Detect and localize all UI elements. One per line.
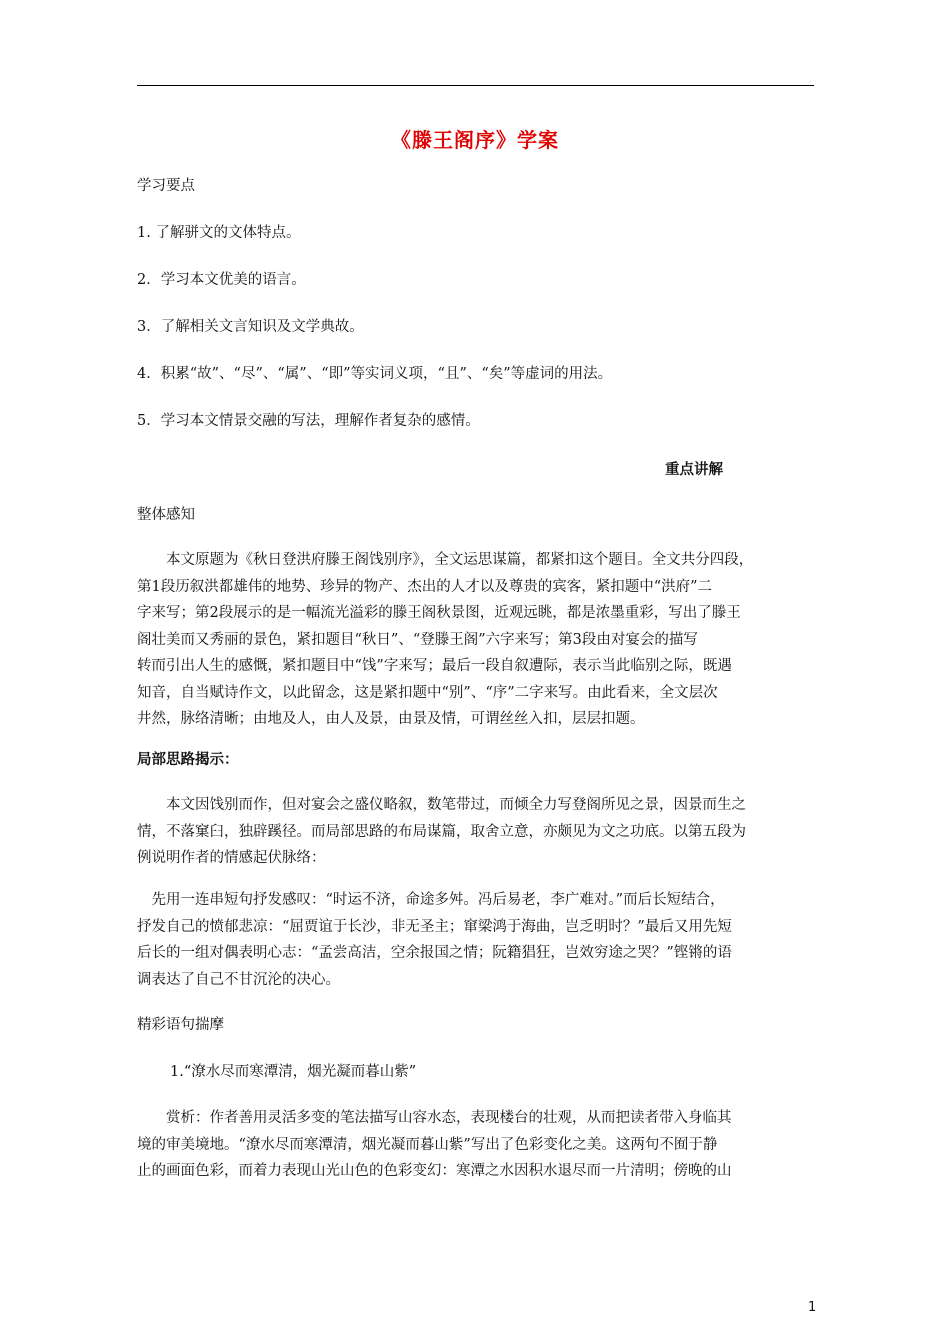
paragraph-line: 抒发自己的愤郁悲凉：“屈贾谊于长沙，非无圣主；窜梁鸿于海曲，岂乏明时？”最后又用先短 <box>137 918 732 935</box>
paragraph-line: 后长的一组对偶表明心志：“孟尝高洁，空余报国之情；阮籍猖狂，岂效穷途之哭？”铿锵的语 <box>137 945 732 961</box>
study-point-item: 3．了解相关文言知识及文学典故。 <box>137 319 364 335</box>
overall-heading: 整体感知 <box>137 507 195 523</box>
document-title: 《滕王阁序》学案 <box>391 128 559 152</box>
paragraph-line: 知音，自当赋诗作文，以此留念，这是紧扣题中“别”、“序”二字来写。由此看来，全文层次 <box>137 684 718 701</box>
paragraph-line: 井然，脉络清晰；由地及人，由人及景，由景及情，可谓丝丝入扣，层层扣题。 <box>137 711 645 727</box>
local-heading: 局部思路揭示： <box>137 752 239 768</box>
study-points-heading: 学习要点 <box>137 178 195 194</box>
overall-paragraph <box>137 547 815 733</box>
paragraph-line: 字来写；第2段展示的是一幅流光溢彩的滕王阁秋景图，近观远眺，都是浓墨重彩，写出了滕王 <box>137 605 741 621</box>
study-point-item: 5．学习本文情景交融的写法，理解作者复杂的感情。 <box>137 413 480 429</box>
paragraph-line: 本文因饯别而作，但对宴会之盛仪略叙，数笔带过，而倾全力写登阁所见之景，因景而生之 <box>166 797 746 813</box>
study-point-item: 1. 了解骈文的文体特点。 <box>137 225 301 241</box>
page-number: 1 <box>808 1300 817 1315</box>
sentence-item: 1.“潦水尽而寒潭清，烟光凝而暮山紫” <box>170 1064 417 1080</box>
paragraph-line: 赏析：作者善用灵活多变的笔法描写山容水态，表现楼台的壮观，从而把读者带入身临其 <box>166 1110 732 1126</box>
key-explanation-heading: 重点讲解 <box>665 462 723 478</box>
local-paragraph-1 <box>137 792 815 872</box>
paragraph-line: 调表达了自己不甘沉沦的决心。 <box>137 971 340 988</box>
paragraph-line: 本文原题为《秋日登洪府滕王阁饯别序》，全文运思谋篇，都紧扣这个题目。全文共分四段， <box>166 552 754 568</box>
paragraph-line: 阁壮美而又秀丽的景色，紧扣题目“秋日”、“登滕王阁”六字来写；第3段由对宴会的描写 <box>137 631 698 648</box>
paragraph-line: 情，不落窠臼，独辟蹊径。而局部思路的布局谋篇，取舍立意，亦颇见为文之功底。以第五段为 <box>137 823 746 840</box>
study-point-item: 2．学习本文优美的语言。 <box>137 272 306 288</box>
paragraph-line: 第1段历叙洪都雄伟的地势、珍异的物产、杰出的人才以及尊贵的宾客，紧扣题中“洪府”二 <box>137 578 713 595</box>
paragraph-line: 境的审美境地。“潦水尽而寒潭清，烟光凝而暮山紫”写出了色彩变化之美。这两句不囿于静 <box>137 1136 718 1153</box>
analysis-paragraph <box>137 1105 815 1185</box>
sentences-heading: 精彩语句揣摩 <box>137 1017 224 1033</box>
paragraph-line: 转而引出人生的感慨，紧扣题目中“饯”字来写；最后一段自叙遭际，表示当此临别之际，既遇 <box>137 658 732 674</box>
paragraph-line: 先用一连串短句抒发感叹：“时运不济，命途多舛。冯后易老，李广难对。”而后长短结合， <box>151 892 725 908</box>
header-rule <box>137 85 814 86</box>
paragraph-line: 例说明作者的情感起伏脉络： <box>137 850 326 866</box>
local-paragraph-2 <box>137 887 815 993</box>
paragraph-line: 止的画面色彩，而着力表现山光山色的色彩变幻：寒潭之水因积水退尽而一片清明；傍晚的山 <box>137 1163 732 1179</box>
study-point-item: 4．积累“故”、“尽”、“属”、“即”等实词义项，“且”、“矣”等虚词的用法。 <box>137 366 613 382</box>
